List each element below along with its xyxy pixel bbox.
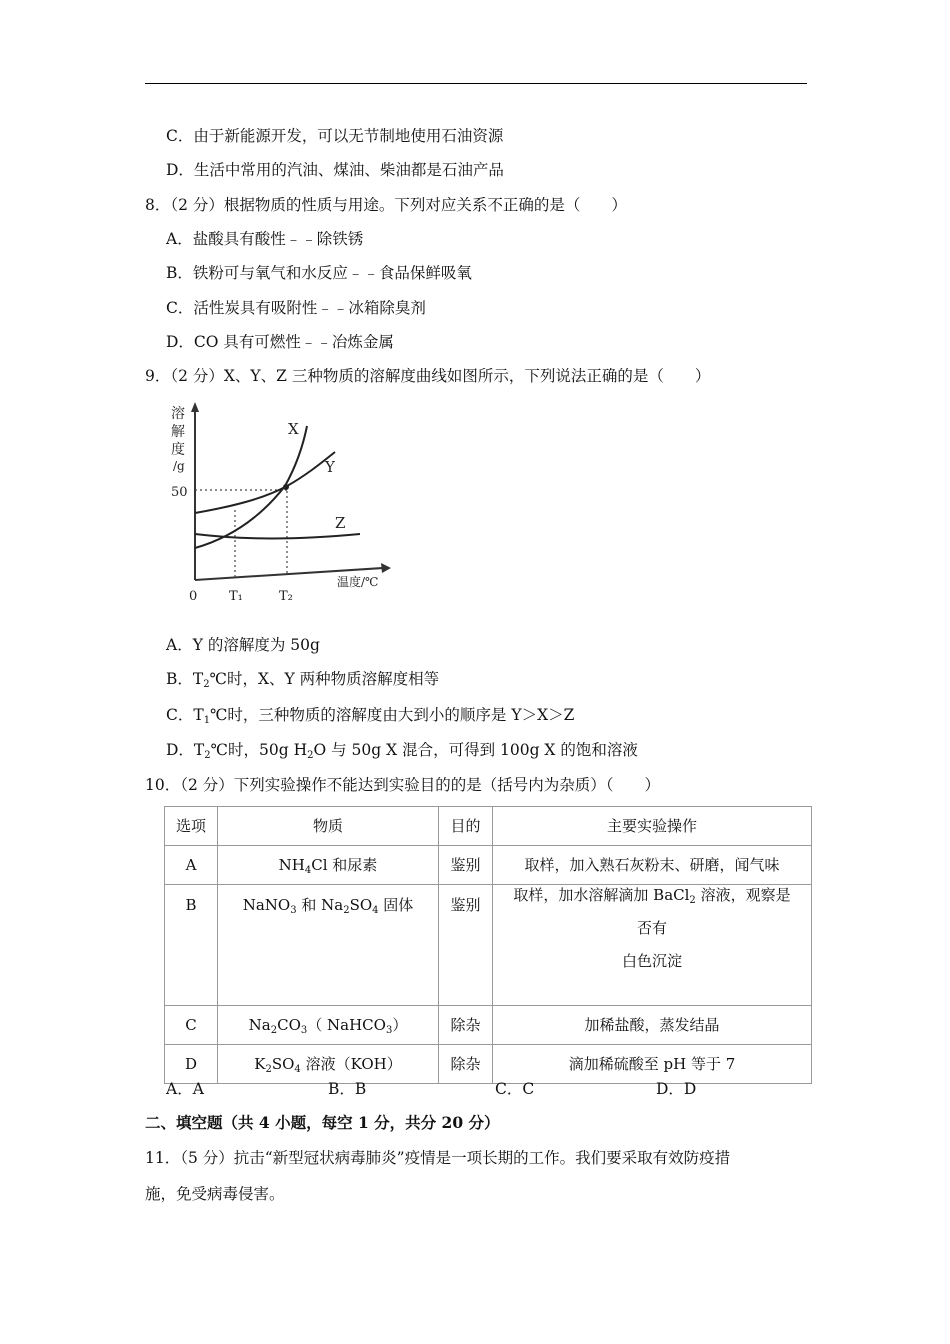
- series-label-x: X: [288, 420, 299, 438]
- header-operation: 主要实验操作: [493, 807, 812, 846]
- row-a-purpose: 鉴别: [439, 846, 493, 885]
- row-c-purpose: 除杂: [439, 1006, 493, 1045]
- y-axis-arrow: [191, 402, 199, 412]
- y-label-char-1: 溶: [171, 406, 185, 422]
- y-tick-50: 50: [171, 485, 188, 500]
- row-b-op-line3: 白色沉淀: [621, 952, 682, 970]
- row-b-op-line1: 取样，加水溶解滴加 BaCl$_2$ 溶液，观察是: [513, 886, 791, 906]
- q7-option-d: D．生活中常用的汽油、煤油、柴油都是石油产品: [166, 161, 504, 179]
- solubility-chart-svg: [165, 398, 405, 610]
- row-d-substance: $K_2SO_4$ 溶液（KOH）: [218, 1045, 439, 1084]
- q7-option-c: C．由于新能源开发，可以无节制地使用石油资源: [166, 127, 504, 145]
- table-header-row: [165, 807, 812, 846]
- q8-stem: 8．（2 分）根据物质的性质与用途。下列对应关系不正确的是（ ）: [145, 196, 627, 214]
- table-row: [165, 846, 812, 885]
- row-b-op-line2: 否有: [636, 919, 667, 937]
- q11-line-1: 11．（5 分）抗击“新型冠状病毒肺炎”疫情是一项长期的工作。我们要采取有效防疫措: [145, 1149, 731, 1167]
- q8-option-b: B．铁粉可与氧气和水反应﹣﹣食品保鲜吸氧: [166, 264, 472, 282]
- series-label-z: Z: [335, 514, 346, 532]
- header-substance: 物质: [218, 807, 439, 846]
- row-d-purpose: 除杂: [439, 1045, 493, 1084]
- y-label-char-4: /g: [173, 459, 185, 473]
- row-b-operation: [493, 885, 812, 1006]
- y-label-char-3: 度: [171, 442, 185, 458]
- y-label-char-2: 解: [171, 424, 185, 440]
- q10-answer-d: D．D: [656, 1080, 697, 1098]
- q10-answer-b: B．B: [328, 1080, 367, 1098]
- row-a-option: A: [165, 846, 218, 885]
- header-purpose: 目的: [439, 807, 493, 846]
- x-axis-label: 温度/℃: [337, 575, 379, 589]
- table-row: [165, 1006, 812, 1045]
- q9-option-d: D．$T_2℃$时，50g $H_2O$ 与 50g X 混合，可得到 100g X 的饱和溶液: [166, 741, 638, 761]
- row-b-substance: NaNO$_3$ 和 $Na_2SO_4$ 固体: [218, 885, 439, 1006]
- section-2-heading: 二、填空题（共 4 小题，每空 1 分，共分 20 分）: [145, 1113, 500, 1132]
- row-b-option: B: [165, 885, 218, 1006]
- q10-table: [164, 806, 812, 1084]
- row-d-option: D: [165, 1045, 218, 1084]
- table-row: [165, 1045, 812, 1084]
- row-d-operation: 滴加稀硫酸至 pH 等于 7: [493, 1045, 812, 1084]
- row-c-option: C: [165, 1006, 218, 1045]
- x-tick-0: 0: [189, 589, 198, 604]
- q8-option-d: D．CO 具有可燃性﹣﹣冶炼金属: [166, 333, 394, 351]
- table-row: [165, 885, 812, 1006]
- row-a-substance: $NH_4Cl$ 和尿素: [218, 846, 439, 885]
- q10-stem: 10．（2 分）下列实验操作不能达到实验目的的是（括号内为杂质）（ ）: [145, 776, 661, 794]
- header-option: 选项: [165, 807, 218, 846]
- solubility-chart: [165, 398, 405, 610]
- curve-y: [195, 452, 335, 513]
- curve-x: [195, 426, 307, 548]
- x-tick-t1: T₁: [229, 589, 243, 604]
- row-b-purpose: 鉴别: [439, 885, 493, 1006]
- series-label-y: Y: [325, 458, 335, 476]
- header-rule: [145, 83, 807, 84]
- row-c-substance: $Na_2CO_3$（ NaHCO$_3$）: [218, 1006, 439, 1045]
- q9-option-b: B．$T_2℃$时，X、Y 两种物质溶解度相等: [166, 670, 440, 690]
- x-axis-arrow: [381, 563, 391, 573]
- q10-answer-a: A．A: [166, 1080, 204, 1098]
- q8-option-c: C．活性炭具有吸附性﹣﹣冰箱除臭剂: [166, 299, 426, 317]
- q9-option-a: A．Y 的溶解度为 50g: [166, 636, 320, 654]
- x-tick-t2: T₂: [279, 589, 293, 604]
- q8-option-a: A．盐酸具有酸性﹣﹣除铁锈: [166, 230, 364, 248]
- row-a-operation: 取样，加入熟石灰粉末、研磨，闻气味: [493, 846, 812, 885]
- intersection-point: [283, 484, 289, 490]
- q9-stem: 9．（2 分）X、Y、Z 三种物质的溶解度曲线如图所示，下列说法正确的是（ ）: [145, 367, 711, 385]
- q10-answer-c: C．C: [495, 1080, 535, 1098]
- q11-line-2: 施，免受病毒侵害。: [145, 1185, 285, 1203]
- row-c-operation: 加稀盐酸，蒸发结晶: [493, 1006, 812, 1045]
- q9-option-c: C．$T_1℃$时，三种物质的溶解度由大到小的顺序是 Y＞X＞Z: [166, 706, 575, 726]
